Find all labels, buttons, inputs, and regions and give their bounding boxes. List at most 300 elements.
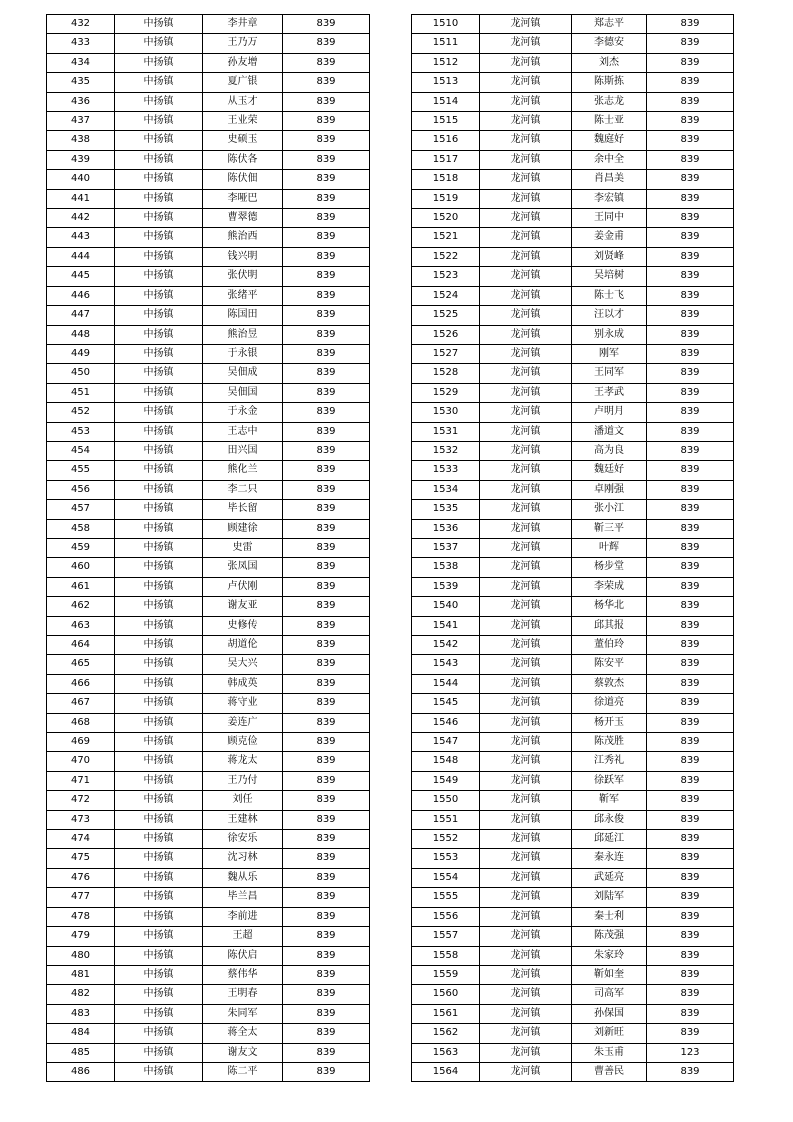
name-cell: 熊化兰 <box>203 461 283 480</box>
name-cell: 王明春 <box>203 985 283 1004</box>
amount-cell: 839 <box>283 500 370 519</box>
town-cell: 龙河镇 <box>480 733 572 752</box>
row-number-cell: 455 <box>47 461 115 480</box>
amount-cell: 839 <box>647 965 734 984</box>
name-cell: 靳如奎 <box>572 965 647 984</box>
name-cell: 蔡伟华 <box>203 965 283 984</box>
amount-cell: 839 <box>283 364 370 383</box>
amount-cell: 839 <box>283 306 370 325</box>
row-number-cell: 463 <box>47 616 115 635</box>
name-cell: 魏从乐 <box>203 868 283 887</box>
name-cell: 朱同军 <box>203 1004 283 1023</box>
row-number-cell: 481 <box>47 965 115 984</box>
amount-cell: 839 <box>647 150 734 169</box>
amount-cell: 839 <box>647 907 734 926</box>
table-row <box>47 519 370 538</box>
name-cell: 徐安乐 <box>203 830 283 849</box>
amount-cell: 839 <box>283 558 370 577</box>
amount-cell: 839 <box>647 830 734 849</box>
name-cell: 叶辉 <box>572 538 647 557</box>
town-cell: 中扬镇 <box>115 1024 203 1043</box>
name-cell: 卢伏刚 <box>203 577 283 596</box>
table-row <box>47 888 370 907</box>
name-cell: 陈国田 <box>203 306 283 325</box>
amount-cell: 839 <box>283 674 370 693</box>
row-number-cell: 432 <box>47 15 115 34</box>
amount-cell: 839 <box>647 558 734 577</box>
name-cell: 史硕玉 <box>203 131 283 150</box>
amount-cell: 839 <box>283 131 370 150</box>
table-row <box>47 92 370 111</box>
amount-cell: 839 <box>647 441 734 460</box>
name-cell: 张凤国 <box>203 558 283 577</box>
name-cell: 魏廷好 <box>572 461 647 480</box>
name-cell: 卢明月 <box>572 403 647 422</box>
row-number-cell: 1560 <box>412 985 480 1004</box>
table-row <box>47 538 370 557</box>
table-row <box>47 1043 370 1062</box>
amount-cell: 839 <box>283 849 370 868</box>
name-cell: 汪以才 <box>572 306 647 325</box>
amount-cell: 839 <box>647 868 734 887</box>
row-number-cell: 1546 <box>412 713 480 732</box>
row-number-cell: 460 <box>47 558 115 577</box>
amount-cell: 839 <box>283 325 370 344</box>
town-cell: 龙河镇 <box>480 636 572 655</box>
amount-cell: 839 <box>647 927 734 946</box>
row-number-cell: 1556 <box>412 907 480 926</box>
town-cell: 中扬镇 <box>115 53 203 72</box>
town-cell: 龙河镇 <box>480 907 572 926</box>
row-number-cell: 1539 <box>412 577 480 596</box>
row-number-cell: 1550 <box>412 791 480 810</box>
name-cell: 刘任 <box>203 791 283 810</box>
table-row <box>47 1062 370 1081</box>
row-number-cell: 1521 <box>412 228 480 247</box>
table-row <box>412 422 734 441</box>
name-cell: 谢友亚 <box>203 597 283 616</box>
row-number-cell: 1543 <box>412 655 480 674</box>
row-number-cell: 470 <box>47 752 115 771</box>
name-cell: 王乃付 <box>203 771 283 790</box>
table-row <box>47 461 370 480</box>
town-cell: 龙河镇 <box>480 209 572 228</box>
table-row <box>412 558 734 577</box>
amount-cell: 839 <box>283 34 370 53</box>
name-cell: 李哑巴 <box>203 189 283 208</box>
row-number-cell: 484 <box>47 1024 115 1043</box>
table-row <box>412 383 734 402</box>
town-cell: 中扬镇 <box>115 849 203 868</box>
amount-cell: 839 <box>283 170 370 189</box>
amount-cell: 839 <box>283 694 370 713</box>
table-row <box>412 791 734 810</box>
amount-cell: 839 <box>283 907 370 926</box>
town-cell: 龙河镇 <box>480 286 572 305</box>
town-cell: 龙河镇 <box>480 267 572 286</box>
town-cell: 龙河镇 <box>480 830 572 849</box>
table-row <box>412 946 734 965</box>
name-cell: 韩成英 <box>203 674 283 693</box>
table-row <box>47 131 370 150</box>
row-number-cell: 436 <box>47 92 115 111</box>
name-cell: 张绪平 <box>203 286 283 305</box>
name-cell: 史雷 <box>203 538 283 557</box>
row-number-cell: 472 <box>47 791 115 810</box>
table-row <box>412 519 734 538</box>
town-cell: 中扬镇 <box>115 636 203 655</box>
town-cell: 龙河镇 <box>480 131 572 150</box>
town-cell: 龙河镇 <box>480 752 572 771</box>
town-cell: 龙河镇 <box>480 927 572 946</box>
name-cell: 于永金 <box>203 403 283 422</box>
row-number-cell: 457 <box>47 500 115 519</box>
amount-cell: 839 <box>647 888 734 907</box>
town-cell: 龙河镇 <box>480 150 572 169</box>
name-cell: 毕兰昌 <box>203 888 283 907</box>
name-cell: 张志龙 <box>572 92 647 111</box>
row-number-cell: 464 <box>47 636 115 655</box>
table-row <box>47 771 370 790</box>
row-number-cell: 475 <box>47 849 115 868</box>
amount-cell: 839 <box>647 519 734 538</box>
town-cell: 龙河镇 <box>480 73 572 92</box>
town-cell: 龙河镇 <box>480 694 572 713</box>
table-row <box>47 713 370 732</box>
row-number-cell: 443 <box>47 228 115 247</box>
town-cell: 中扬镇 <box>115 694 203 713</box>
row-number-cell: 1516 <box>412 131 480 150</box>
row-number-cell: 452 <box>47 403 115 422</box>
name-cell: 王建林 <box>203 810 283 829</box>
amount-cell: 839 <box>647 1024 734 1043</box>
table-row <box>412 1004 734 1023</box>
town-cell: 中扬镇 <box>115 1004 203 1023</box>
row-number-cell: 1562 <box>412 1024 480 1043</box>
name-cell: 郑志平 <box>572 15 647 34</box>
row-number-cell: 451 <box>47 383 115 402</box>
table-row <box>47 907 370 926</box>
table-row <box>412 461 734 480</box>
table-row <box>412 73 734 92</box>
amount-cell: 839 <box>283 344 370 363</box>
table-row <box>47 306 370 325</box>
town-cell: 龙河镇 <box>480 771 572 790</box>
row-number-cell: 478 <box>47 907 115 926</box>
table-row <box>412 325 734 344</box>
town-cell: 中扬镇 <box>115 228 203 247</box>
name-cell: 靳三平 <box>572 519 647 538</box>
table-row <box>47 577 370 596</box>
row-number-cell: 440 <box>47 170 115 189</box>
amount-cell: 839 <box>647 577 734 596</box>
row-number-cell: 453 <box>47 422 115 441</box>
row-number-cell: 1533 <box>412 461 480 480</box>
amount-cell: 839 <box>647 286 734 305</box>
row-number-cell: 471 <box>47 771 115 790</box>
name-cell: 靳军 <box>572 791 647 810</box>
amount-cell: 839 <box>283 868 370 887</box>
table-row <box>412 752 734 771</box>
table-row <box>47 325 370 344</box>
town-cell: 中扬镇 <box>115 733 203 752</box>
table-row <box>412 228 734 247</box>
name-cell: 于永银 <box>203 344 283 363</box>
amount-cell: 839 <box>283 597 370 616</box>
table-row <box>47 247 370 266</box>
town-cell: 龙河镇 <box>480 946 572 965</box>
name-cell: 邱其报 <box>572 616 647 635</box>
row-number-cell: 1541 <box>412 616 480 635</box>
name-cell: 孙保国 <box>572 1004 647 1023</box>
amount-cell: 839 <box>283 267 370 286</box>
name-cell: 陈伏启 <box>203 946 283 965</box>
row-number-cell: 1534 <box>412 480 480 499</box>
town-cell: 中扬镇 <box>115 577 203 596</box>
row-number-cell: 437 <box>47 112 115 131</box>
row-number-cell: 1549 <box>412 771 480 790</box>
row-number-cell: 1525 <box>412 306 480 325</box>
town-cell: 龙河镇 <box>480 383 572 402</box>
row-number-cell: 1557 <box>412 927 480 946</box>
table-row <box>47 480 370 499</box>
town-cell: 中扬镇 <box>115 868 203 887</box>
right-table <box>411 14 734 1082</box>
town-cell: 龙河镇 <box>480 888 572 907</box>
name-cell: 陈茂胜 <box>572 733 647 752</box>
row-number-cell: 1526 <box>412 325 480 344</box>
row-number-cell: 444 <box>47 247 115 266</box>
row-number-cell: 477 <box>47 888 115 907</box>
row-number-cell: 454 <box>47 441 115 460</box>
amount-cell: 839 <box>283 92 370 111</box>
amount-cell: 839 <box>283 112 370 131</box>
town-cell: 中扬镇 <box>115 286 203 305</box>
name-cell: 李荣成 <box>572 577 647 596</box>
row-number-cell: 442 <box>47 209 115 228</box>
town-cell: 中扬镇 <box>115 383 203 402</box>
name-cell: 武延亮 <box>572 868 647 887</box>
table-row <box>412 189 734 208</box>
name-cell: 陈茂强 <box>572 927 647 946</box>
amount-cell: 839 <box>283 791 370 810</box>
row-number-cell: 1514 <box>412 92 480 111</box>
table-row <box>47 927 370 946</box>
name-cell: 姜金甫 <box>572 228 647 247</box>
amount-cell: 839 <box>283 1062 370 1081</box>
amount-cell: 839 <box>647 461 734 480</box>
row-number-cell: 458 <box>47 519 115 538</box>
table-row <box>412 965 734 984</box>
amount-cell: 839 <box>283 286 370 305</box>
table-row <box>412 306 734 325</box>
table-row <box>47 810 370 829</box>
town-cell: 龙河镇 <box>480 519 572 538</box>
name-cell: 陈士亚 <box>572 112 647 131</box>
row-number-cell: 435 <box>47 73 115 92</box>
name-cell: 刘新旺 <box>572 1024 647 1043</box>
name-cell: 魏庭好 <box>572 131 647 150</box>
table-row <box>412 927 734 946</box>
row-number-cell: 441 <box>47 189 115 208</box>
amount-cell: 839 <box>283 150 370 169</box>
town-cell: 中扬镇 <box>115 558 203 577</box>
row-number-cell: 462 <box>47 597 115 616</box>
town-cell: 中扬镇 <box>115 927 203 946</box>
amount-cell: 839 <box>283 752 370 771</box>
amount-cell: 839 <box>283 1024 370 1043</box>
name-cell: 从玉才 <box>203 92 283 111</box>
table-row <box>47 53 370 72</box>
amount-cell: 839 <box>283 228 370 247</box>
table-row <box>412 733 734 752</box>
row-number-cell: 434 <box>47 53 115 72</box>
name-cell: 杨开玉 <box>572 713 647 732</box>
amount-cell: 839 <box>647 616 734 635</box>
town-cell: 中扬镇 <box>115 810 203 829</box>
table-row <box>47 1004 370 1023</box>
row-number-cell: 467 <box>47 694 115 713</box>
town-cell: 中扬镇 <box>115 325 203 344</box>
table-row <box>412 985 734 1004</box>
town-cell: 龙河镇 <box>480 247 572 266</box>
amount-cell: 839 <box>647 422 734 441</box>
amount-cell: 839 <box>647 73 734 92</box>
name-cell: 司高军 <box>572 985 647 1004</box>
town-cell: 中扬镇 <box>115 616 203 635</box>
town-cell: 中扬镇 <box>115 73 203 92</box>
table-row <box>47 674 370 693</box>
table-row <box>47 791 370 810</box>
name-cell: 陈伏各 <box>203 150 283 169</box>
amount-cell: 839 <box>647 306 734 325</box>
row-number-cell: 1529 <box>412 383 480 402</box>
table-row <box>412 267 734 286</box>
table-row <box>412 538 734 557</box>
row-number-cell: 1524 <box>412 286 480 305</box>
row-number-cell: 469 <box>47 733 115 752</box>
name-cell: 顾克俭 <box>203 733 283 752</box>
name-cell: 陈安平 <box>572 655 647 674</box>
table-row <box>412 131 734 150</box>
row-number-cell: 1555 <box>412 888 480 907</box>
amount-cell: 839 <box>647 791 734 810</box>
town-cell: 中扬镇 <box>115 92 203 111</box>
name-cell: 刚军 <box>572 344 647 363</box>
amount-cell: 839 <box>283 888 370 907</box>
amount-cell: 839 <box>647 131 734 150</box>
table-row <box>47 1024 370 1043</box>
name-cell: 蒋全太 <box>203 1024 283 1043</box>
row-number-cell: 1512 <box>412 53 480 72</box>
amount-cell: 839 <box>647 267 734 286</box>
row-number-cell: 447 <box>47 306 115 325</box>
table-row <box>412 674 734 693</box>
amount-cell: 839 <box>647 1004 734 1023</box>
town-cell: 中扬镇 <box>115 209 203 228</box>
table-row <box>47 849 370 868</box>
table-row <box>47 733 370 752</box>
row-number-cell: 1530 <box>412 403 480 422</box>
town-cell: 龙河镇 <box>480 364 572 383</box>
town-cell: 龙河镇 <box>480 34 572 53</box>
amount-cell: 839 <box>283 383 370 402</box>
name-cell: 张小江 <box>572 500 647 519</box>
table-row <box>47 344 370 363</box>
town-cell: 中扬镇 <box>115 364 203 383</box>
town-cell: 中扬镇 <box>115 597 203 616</box>
row-number-cell: 438 <box>47 131 115 150</box>
row-number-cell: 1528 <box>412 364 480 383</box>
town-cell: 中扬镇 <box>115 907 203 926</box>
table-row <box>47 636 370 655</box>
table-row <box>412 15 734 34</box>
right-table-body <box>412 15 734 1082</box>
name-cell: 余中全 <box>572 150 647 169</box>
row-number-cell: 1551 <box>412 810 480 829</box>
row-number-cell: 1537 <box>412 538 480 557</box>
amount-cell: 839 <box>647 655 734 674</box>
town-cell: 中扬镇 <box>115 888 203 907</box>
table-row <box>412 868 734 887</box>
town-cell: 中扬镇 <box>115 713 203 732</box>
row-number-cell: 1523 <box>412 267 480 286</box>
amount-cell: 839 <box>647 92 734 111</box>
row-number-cell: 1558 <box>412 946 480 965</box>
town-cell: 龙河镇 <box>480 1062 572 1081</box>
row-number-cell: 1561 <box>412 1004 480 1023</box>
table-row <box>47 15 370 34</box>
table-row <box>47 868 370 887</box>
amount-cell: 839 <box>647 209 734 228</box>
town-cell: 中扬镇 <box>115 150 203 169</box>
row-number-cell: 1547 <box>412 733 480 752</box>
row-number-cell: 1554 <box>412 868 480 887</box>
table-row <box>412 403 734 422</box>
name-cell: 吴佃国 <box>203 383 283 402</box>
table-row <box>412 344 734 363</box>
town-cell: 龙河镇 <box>480 170 572 189</box>
amount-cell: 839 <box>647 383 734 402</box>
name-cell: 姜连广 <box>203 713 283 732</box>
table-row <box>47 383 370 402</box>
town-cell: 龙河镇 <box>480 1024 572 1043</box>
table-row <box>412 1024 734 1043</box>
amount-cell: 839 <box>283 1043 370 1062</box>
amount-cell: 839 <box>647 636 734 655</box>
town-cell: 龙河镇 <box>480 849 572 868</box>
amount-cell: 839 <box>283 1004 370 1023</box>
name-cell: 王志中 <box>203 422 283 441</box>
name-cell: 吴佃成 <box>203 364 283 383</box>
table-row <box>412 771 734 790</box>
table-row <box>47 73 370 92</box>
amount-cell: 839 <box>283 189 370 208</box>
town-cell: 龙河镇 <box>480 403 572 422</box>
town-cell: 龙河镇 <box>480 306 572 325</box>
amount-cell: 839 <box>283 247 370 266</box>
table-row <box>412 480 734 499</box>
town-cell: 龙河镇 <box>480 15 572 34</box>
amount-cell: 839 <box>647 15 734 34</box>
row-number-cell: 1520 <box>412 209 480 228</box>
amount-cell: 839 <box>283 53 370 72</box>
amount-cell: 839 <box>647 694 734 713</box>
amount-cell: 839 <box>647 597 734 616</box>
amount-cell: 839 <box>283 830 370 849</box>
row-number-cell: 448 <box>47 325 115 344</box>
amount-cell: 839 <box>283 965 370 984</box>
